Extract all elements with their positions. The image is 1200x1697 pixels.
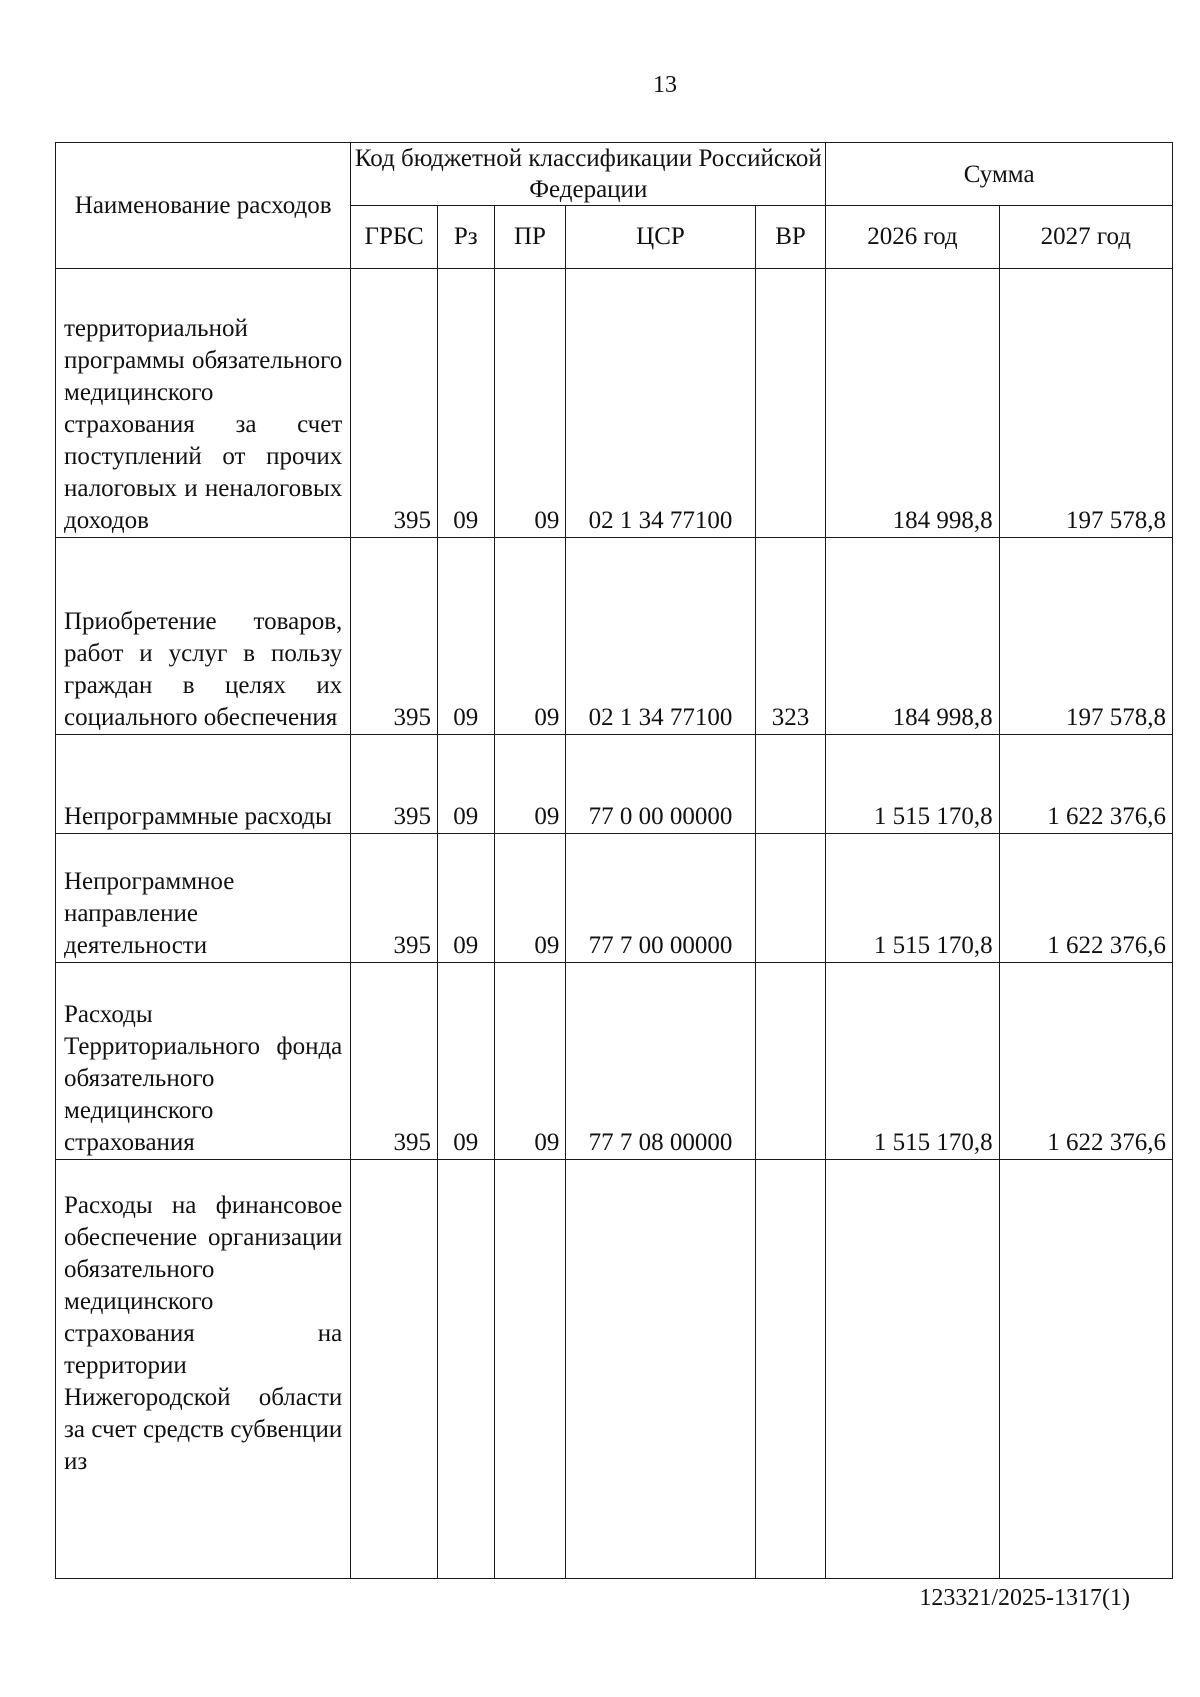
table-row	[56, 963, 1173, 1160]
table-row	[56, 1160, 1173, 1579]
header-grbs: ГРБС	[351, 206, 438, 269]
row-name: Приобретение товаров, работ и услуг в пользу граждан в целях их социального обеспечения	[56, 538, 351, 735]
row-vr	[755, 1160, 826, 1579]
header-code-group: Код бюджетной классификации Российской Федерации	[351, 143, 826, 206]
header-sum-group: Сумма	[826, 143, 1173, 206]
row-name: Расходы на финансовое обеспечение организации обязательного медицинского страхования на территории Нижегородской области за счет средств субвенции из	[56, 1160, 351, 1579]
row-sum-2027: 1 622 376,6	[999, 735, 1172, 834]
row-rz: 09	[437, 963, 494, 1160]
row-rz: 09	[437, 269, 494, 538]
table-row	[56, 538, 1173, 735]
row-grbs	[351, 1160, 438, 1579]
row-rz: 09	[437, 735, 494, 834]
row-vr	[755, 735, 826, 834]
document-number: 123321/2025-1317(1)	[919, 1585, 1130, 1611]
header-rz: Рз	[437, 206, 494, 269]
header-pr: ПР	[494, 206, 566, 269]
row-name: Непрограммные расходы	[56, 735, 351, 834]
row-grbs: 395	[351, 538, 438, 735]
row-csr: 02 1 34 77100	[566, 269, 755, 538]
row-sum-2027	[999, 1160, 1172, 1579]
row-grbs: 395	[351, 269, 438, 538]
row-sum-2026: 1 515 170,8	[826, 735, 999, 834]
row-pr: 09	[494, 834, 566, 963]
row-sum-2026: 184 998,8	[826, 269, 999, 538]
header-name: Наименование расходов	[56, 143, 351, 269]
row-pr: 09	[494, 963, 566, 1160]
row-sum-2027: 1 622 376,6	[999, 963, 1172, 1160]
row-sum-2027: 197 578,8	[999, 538, 1172, 735]
row-name: территориальной программы обязательного медицинского страхования за счет поступлений от прочих налоговых и неналоговых доходов	[56, 269, 351, 538]
row-sum-2026: 1 515 170,8	[826, 834, 999, 963]
header-vr: ВР	[755, 206, 826, 269]
row-sum-2026: 1 515 170,8	[826, 963, 999, 1160]
row-pr: 09	[494, 538, 566, 735]
row-pr: 09	[494, 269, 566, 538]
row-csr	[566, 1160, 755, 1579]
header-csr: ЦСР	[566, 206, 755, 269]
row-sum-2026: 184 998,8	[826, 538, 999, 735]
table-row	[56, 834, 1173, 963]
header-year-2026: 2026 год	[826, 206, 999, 269]
row-sum-2027: 197 578,8	[999, 269, 1172, 538]
table-row	[56, 735, 1173, 834]
row-sum-2027: 1 622 376,6	[999, 834, 1172, 963]
row-pr	[494, 1160, 566, 1579]
row-sum-2026	[826, 1160, 999, 1579]
row-grbs: 395	[351, 735, 438, 834]
row-grbs: 395	[351, 834, 438, 963]
row-rz: 09	[437, 834, 494, 963]
page-number: 13	[653, 72, 677, 98]
table-row	[56, 269, 1173, 538]
row-csr: 77 0 00 00000	[566, 735, 755, 834]
row-grbs: 395	[351, 963, 438, 1160]
row-csr: 77 7 08 00000	[566, 963, 755, 1160]
row-name: Непрограммное направление деятельности	[56, 834, 351, 963]
header-year-2027: 2027 год	[999, 206, 1172, 269]
row-vr	[755, 834, 826, 963]
row-name: Расходы Территориального фонда обязательного медицинского страхования	[56, 963, 351, 1160]
row-csr: 77 7 00 00000	[566, 834, 755, 963]
row-csr: 02 1 34 77100	[566, 538, 755, 735]
row-vr: 323	[755, 538, 826, 735]
row-rz	[437, 1160, 494, 1579]
row-pr: 09	[494, 735, 566, 834]
budget-table	[55, 142, 1173, 1579]
row-vr	[755, 269, 826, 538]
row-vr	[755, 963, 826, 1160]
row-rz: 09	[437, 538, 494, 735]
